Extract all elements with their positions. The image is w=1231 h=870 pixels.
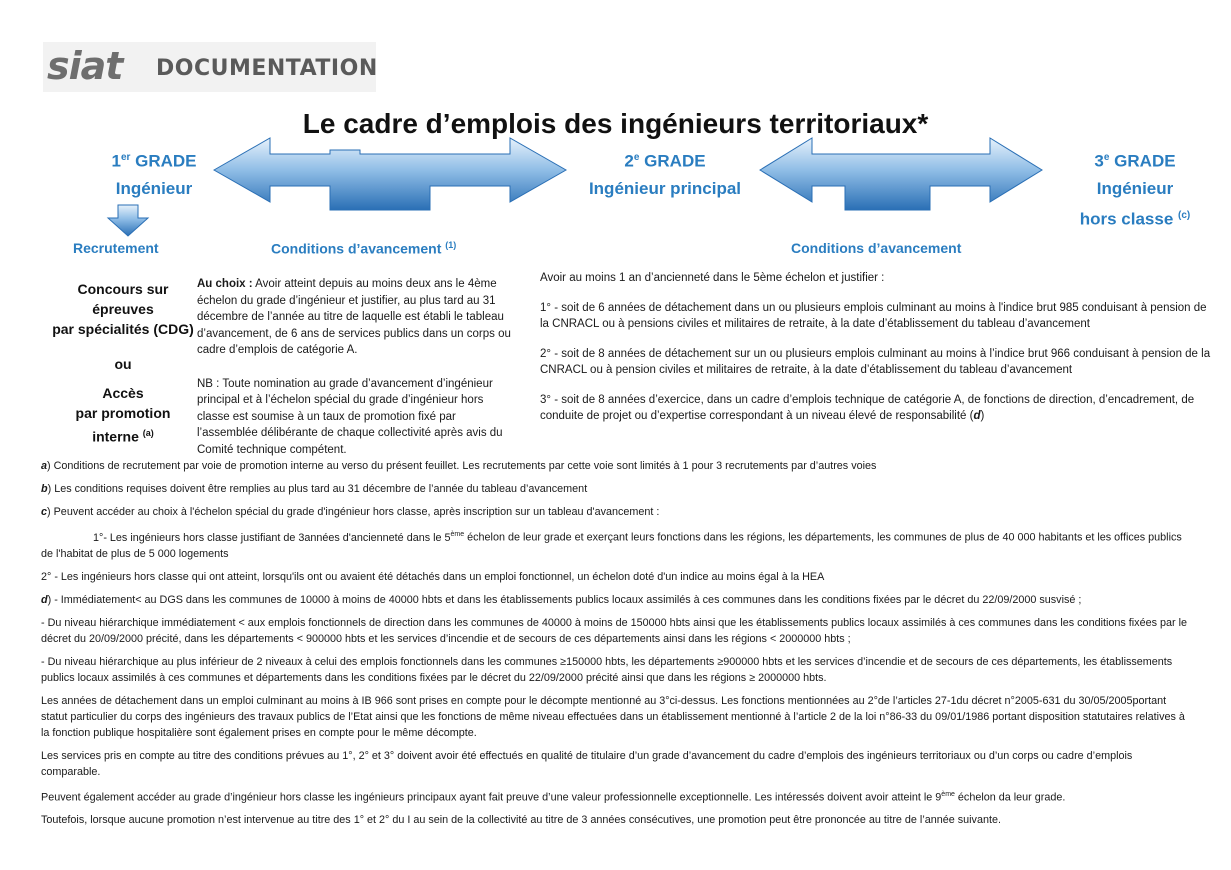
grade-1-name: Ingénieur	[115, 178, 193, 198]
grade-1	[80, 144, 228, 202]
cond2-item-3: 3° - soit de 8 années d’exercice, dans un cadre d’emplois technique de catégorie A, de fonctions de direction, d’encadrement, de conduite de projet ou d’expertise correspondant à un niveau élevé de responsabilité (d)	[540, 393, 1195, 422]
note-c-1: 1°- Les ingénieurs hors classe justifiant de 3années d'ancienneté dans le 5ème échelon de leur grade et exerçant leurs fonctions dans les régions, les départements, les communes de plus de 40 000 habitants et les offices publics de l'habitat de plus de 5 000 logements	[41, 531, 1182, 560]
grade-3	[1060, 144, 1210, 232]
recruitment-line: par spécialités (CDG)	[52, 321, 194, 337]
logo-mark: siat	[47, 44, 123, 88]
recruitment-block	[48, 279, 198, 447]
recruitment-line: Concours sur	[77, 281, 169, 297]
double-arrow-left	[214, 138, 566, 210]
logo-word: DOCUMENTATION	[156, 56, 378, 81]
cond2-item-2: 2° - soit de 8 années de détachement sur un ou plusieurs emplois culminant au moins à l’indice brut 966 conduisant à pension de la CNRACL ou à pension civiles et militaires de retraite, à la date d’établissement du tableau d’avancement	[540, 347, 1211, 376]
grade-2	[560, 144, 770, 202]
cond2-item-1: 1° - soit de 6 années de détachement dans un ou plusieurs emplois culminant au moins à l'indice brut 985 conduisant à pension de la CNRACL ou à pensions civiles et militaires de retraite, à la date d’établissement du tableau d’avancement	[540, 301, 1207, 330]
grade-3-heading: 3e GRADE	[1094, 151, 1176, 171]
double-arrow-right	[760, 138, 1042, 210]
section-recrutement: Recrutement	[73, 240, 159, 256]
grade-3-name2: hors classe $^{(c)}$	[1079, 209, 1191, 229]
grade-3-name: Ingénieur	[1096, 178, 1174, 198]
recruitment-line: épreuves	[92, 301, 154, 317]
grade-2-heading: 2e GRADE	[624, 151, 706, 171]
note-d-3: - Du niveau hiérarchique au plus inférieur de 2 niveaux à celui des emplois fonctionnels dans les communes ≥150000 hbts, les départements ≥900000 hbts et les services d’incendie et de secours de ces départements, les établissements publics locaux assimilés à ces communes et départements dans les conditions fixées par le décret du 22/09/2000 précité ainsi que dans les régions ≥ 2000000 hbts.	[41, 655, 1173, 684]
recruitment-line: interne $^{(a)}$	[92, 428, 154, 445]
nb-paragraph: NB : Toute nomination au grade d’avancement d’ingénieur principal et à l’échelon spécial du grade d’ingénieur hors classe est soumise à un taux de promotion fixé par l’assemblée délibérante de chaque collectivité après avis du Comité technique compétent.	[197, 377, 503, 456]
note-a: a) Conditions de recrutement par voie de promotion interne au verso du présent feuillet. Les recrutements par cette voie sont limités à 1 pour 3 recrutements par d’autres voies	[41, 460, 877, 472]
recruitment-line: par promotion	[75, 405, 171, 421]
down-arrow	[108, 205, 148, 236]
page-title: Le cadre d’emplois des ingénieurs territoriaux*	[302, 108, 929, 139]
recruitment-or: ou	[114, 356, 132, 372]
conditions-1-text	[197, 276, 519, 458]
paragraph-3: Peuvent également accéder au grade d’ingénieur hors classe les ingénieurs principaux ayant fait preuve d’une valeur professionnelle exceptionnelle. Les intéressés doivent avoir atteint le 9ème échelon da leur grade.	[41, 790, 1066, 804]
choice-paragraph: Au choix : Avoir atteint depuis au moins deux ans le 4ème échelon du grade d’ingénieur et justifier, au plus tard au 31 décembre de l’année au titre de laquelle est établi le tableau d’avancement, de 6 ans de services publics dans un corps ou cadre d’emplois de catégorie A.	[197, 278, 511, 356]
footnotes	[41, 458, 1191, 835]
note-b: b) Les conditions requises doivent être remplies au plus tard au 31 décembre de l’année du tableau d’avancement	[41, 483, 588, 495]
paragraph-1: Les années de détachement dans un emploi culminant au moins à IB 966 sont prises en compte pour le décompte mentionné au 3°ci-dessus. Les fonctions mentionnées au 2°de l’articles 27-1du décret n°2005-631 du 30/05/2005portant statut particulier du corps des ingénieurs des travaux publics de l’Etat ainsi que les fonctions de même niveau effectuées dans un établissement mentionné à l’article 2 de la loi n°86-33 du 09/01/1986 portant disposition statutaires relatives à la fonction publique hospitalière sont également prises en compte pour le même décompte.	[41, 694, 1185, 739]
note-d-2: - Du niveau hiérarchique immédiatement < aux emplois fonctionnels de direction dans les communes de 40000 à moins de 150000 hbts ainsi que les établissements publics locaux assimilés à ces communes dans les conditions fixées par le décret du 20/09/2000 précité, dans les départements < 900000 hbts et les services d’incendie et de secours de ces départements ainsi dans les régions < 2000000 hbts ;	[41, 616, 1187, 645]
paragraph-2: Les services pris en compte au titre des conditions prévues au 1°, 2° et 3° doivent avoir été effectués en qualité de titulaire d’un grade d’avancement du cadre d’emplois des ingénieurs territoriaux ou d’un corps ou cadre d’emplois comparable.	[41, 749, 1133, 778]
cond2-intro: Avoir au moins 1 an d’ancienneté dans le 5ème échelon et justifier :	[540, 272, 885, 284]
note-d: d) - Immédiatement< au DGS dans les communes de 10000 à moins de 40000 hbts et dans les établissements publics locaux assimilés à ces communes dans les conditions fixées par le décret du 22/09/2000 susvisé ;	[41, 593, 1082, 606]
recruitment-line: Accès	[102, 385, 144, 401]
note-c: c) Peuvent accéder au choix à l'échelon spécial du grade d'ingénieur hors classe, après inscription sur un tableau d'avancement :	[41, 506, 660, 518]
conditions-2-text	[540, 270, 1215, 425]
paragraph-4: Toutefois, lorsque aucune promotion n’est intervenue au titre des 1° et 2° du I au sein de la collectivité au titre de 3 années consécutives, une promotion peut être prononcée au titre de l’année suivante.	[41, 814, 1001, 827]
grade-2-name: Ingénieur principal	[588, 178, 742, 198]
section-conditions-2: Conditions d’avancement	[791, 240, 962, 256]
section-conditions-1: Conditions d’avancement $^{(1)}$	[271, 240, 457, 257]
grade-1-heading: 1er GRADE	[111, 151, 197, 171]
note-c-2: 2° - Les ingénieurs hors classe qui ont atteint, lorsqu'ils ont ou avaient été détachés dans un emploi fonctionnel, un échelon doté d'un indice au moins égal à la HEA	[41, 570, 825, 583]
